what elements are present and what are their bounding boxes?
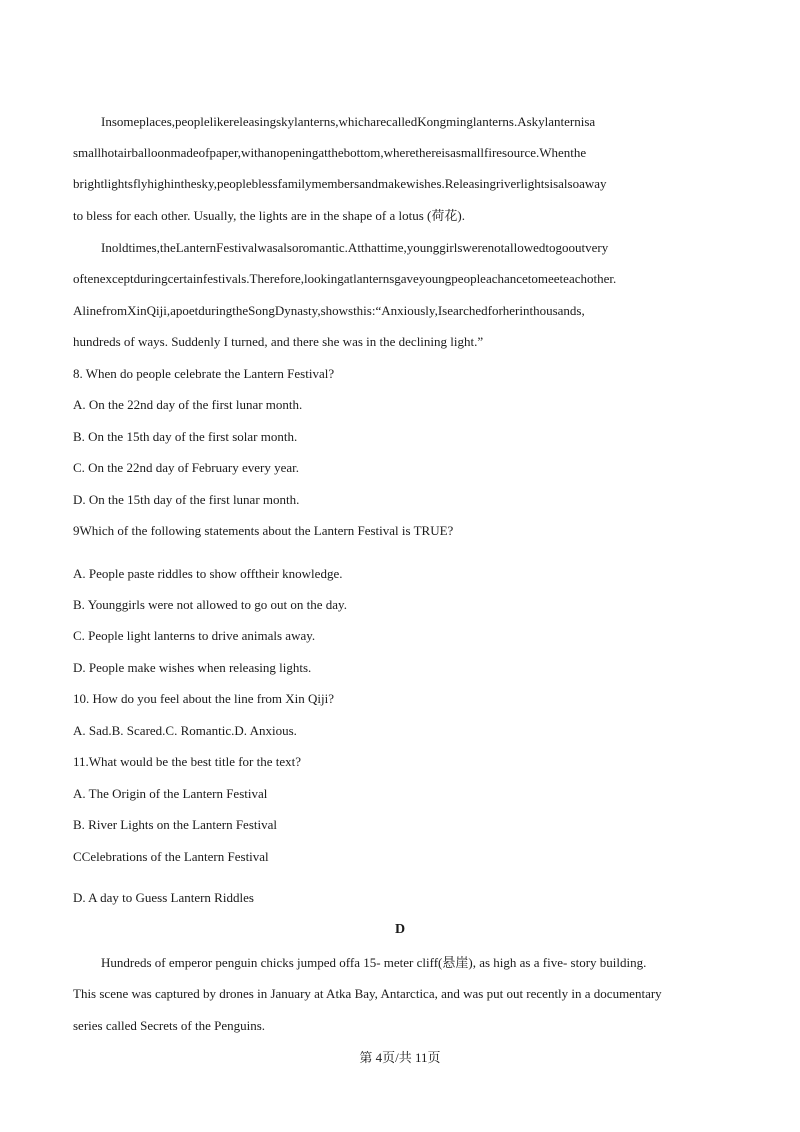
passage-c-para2-line4: hundreds of ways. Suddenly I turned, and there she was in the declining light.” <box>73 334 484 349</box>
passage-c-para1-line1: Insomeplaces,peoplelikereleasingskylanterns,whicharecalledKongminglanterns.Askylanternisa <box>101 114 596 129</box>
question-9-stem: 9Which of the following statements about the Lantern Festival is TRUE? <box>73 523 454 538</box>
question-11-option-c: CCelebrations of the Lantern Festival <box>73 849 269 864</box>
passage-c-para1-line3: brightlightsflyhighinthesky,peopleblessfamilymembersandmakewishes.Releasingriverlightsisalsoaway <box>73 176 607 191</box>
passage-c-para2-line2: oftenexceptduringcertainfestivals.Therefore,lookingatlanternsgaveyoungpeopleachancetomeeteachother. <box>73 271 617 286</box>
passage-c-para2-line3: AlinefromXinQiji,apoetduringtheSongDynasty,showsthis:“Anxiously,Isearchedforherinthousands, <box>73 303 585 318</box>
question-8-option-d: D. On the 15th day of the first lunar month. <box>73 492 300 507</box>
question-8-option-a: A. On the 22nd day of the first lunar month. <box>73 397 303 412</box>
question-9-option-a: A. People paste riddles to show offtheir knowledge. <box>73 566 343 581</box>
question-9-option-d: D. People make wishes when releasing lights. <box>73 660 312 675</box>
question-11-option-b: B. River Lights on the Lantern Festival <box>73 817 277 832</box>
question-9-option-b: B. Younggirls were not allowed to go out on the day. <box>73 597 347 612</box>
question-11-option-d: D. A day to Guess Lantern Riddles <box>73 890 254 905</box>
question-8-option-c: C. On the 22nd day of February every year. <box>73 460 299 475</box>
passage-c-para1-line4: to bless for each other. Usually, the lights are in the shape of a lotus (荷花). <box>73 208 465 223</box>
question-11-stem: 11.What would be the best title for the text? <box>73 754 302 769</box>
question-9-option-c: C. People light lanterns to drive animals away. <box>73 628 316 643</box>
question-8-stem: 8. When do people celebrate the Lantern Festival? <box>73 366 335 381</box>
passage-d-para1-line2: This scene was captured by drones in January at Atka Bay, Antarctica, and was put out recently in a documentary <box>73 986 662 1001</box>
passage-d-para1-line1: Hundreds of emperor penguin chicks jumped offa 15- meter cliff(悬崖), as high as a five- story building. <box>101 955 647 970</box>
passage-d-para1-line3: series called Secrets of the Penguins. <box>73 1018 266 1033</box>
question-8-option-b: B. On the 15th day of the first solar month. <box>73 429 298 444</box>
page-number: 第 4页/共 11页 <box>359 1050 441 1065</box>
question-10-stem: 10. How do you feel about the line from Xin Qiji? <box>73 691 335 706</box>
question-11-option-a: A. The Origin of the Lantern Festival <box>73 786 268 801</box>
passage-c-para2-line1: Inoldtimes,theLanternFestivalwasalsoromantic.Atthattime,younggirlswerenotallowedtogooutvery <box>101 240 609 255</box>
passage-c-para1-line2: smallhotairballoonmadeofpaper,withanopeningatthebottom,wherethereisasmallfiresource.Whenthe <box>73 145 587 160</box>
passage-d-heading: D <box>394 922 406 937</box>
question-10-options: A. Sad.B. Scared.C. Romantic.D. Anxious. <box>73 723 297 738</box>
